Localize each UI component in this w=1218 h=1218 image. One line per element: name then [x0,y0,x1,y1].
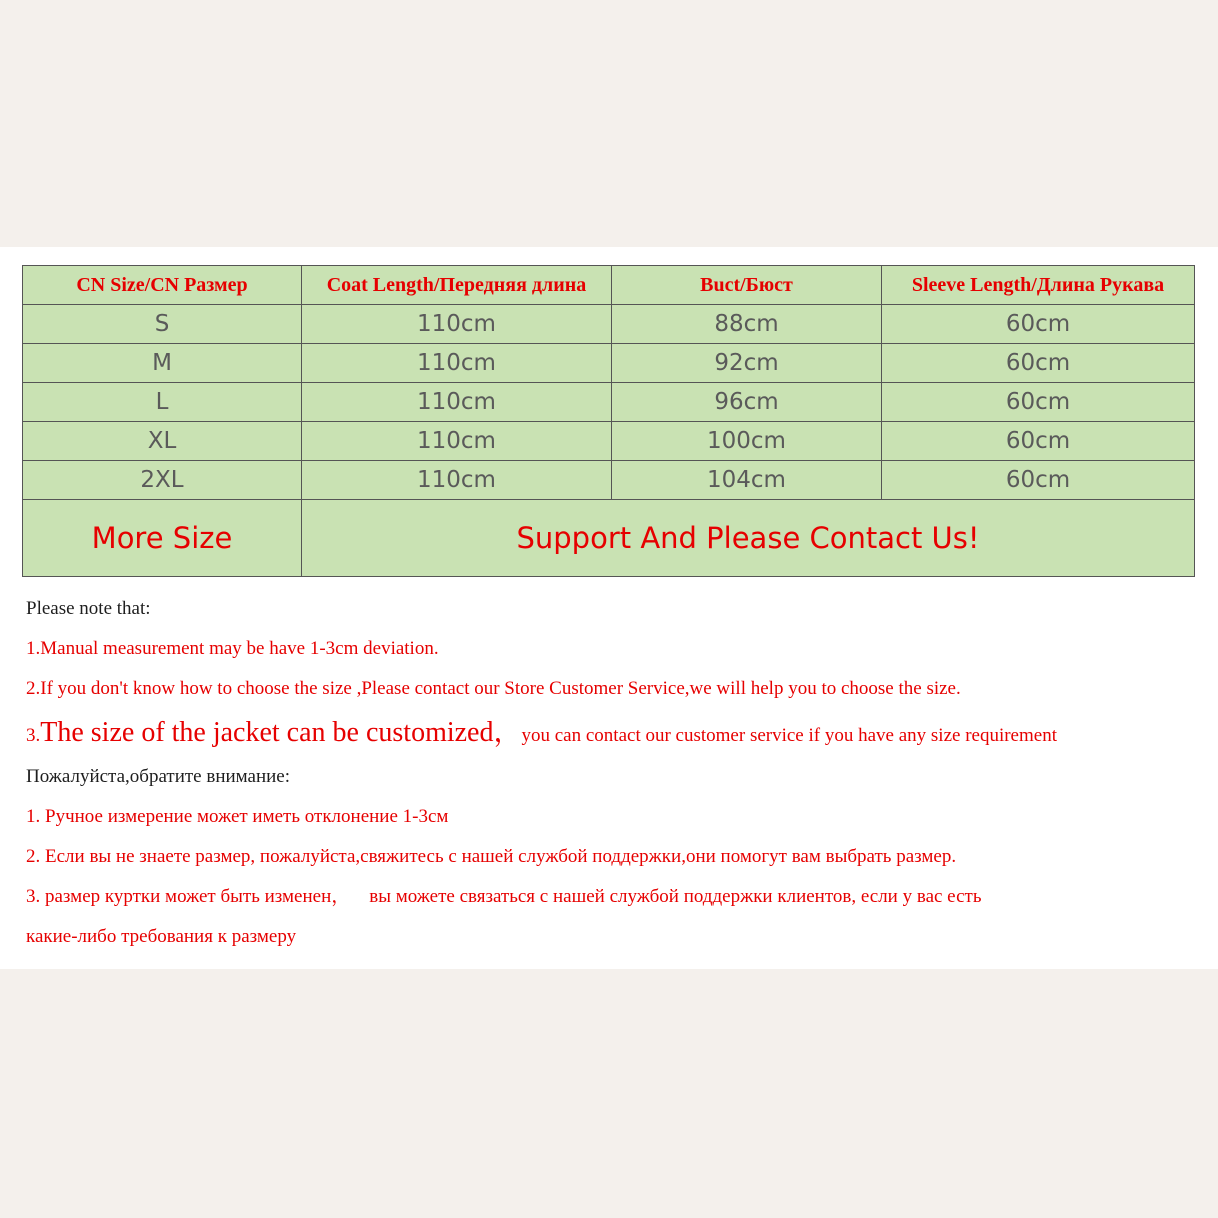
note-item-3-number: 3. [26,725,41,746]
contact-us-cell: Support And Please Contact Us! [302,500,1195,577]
note-item-1-en: 1.Manual measurement may be have 1-3cm deviation. [26,638,439,659]
cell-size: XL [23,422,302,461]
note-item-3-ru-continued: какие-либо требования к размеру [26,926,297,947]
cell-size: S [23,305,302,344]
cell-sleeve-length: 60cm [882,344,1195,383]
cell-bust: 92cm [612,344,882,383]
note-item-3-en [26,709,1206,757]
note-item-3-detail: you can contact our customer service if you have any size requirement [521,725,1057,746]
size-table [22,265,1195,577]
table-row [23,461,1195,500]
header-sleeve-length: Sleeve Length/Длина Рукава [882,266,1195,305]
table-row [23,422,1195,461]
cell-sleeve-length: 60cm [882,305,1195,344]
table-row [23,305,1195,344]
cell-coat-length: 110cm [302,344,612,383]
note-item-2-ru: 2. Если вы не знаете размер, пожалуйста,свяжитесь с нашей службой поддержки,они помогут вам выбрать размер. [26,846,957,867]
note-item-3-ru: 3. размер куртки может быть изменен， вы можете связаться с нашей службой поддержки клиентов, если у вас есть [26,886,982,907]
table-row [23,344,1195,383]
cell-coat-length: 110cm [302,383,612,422]
cell-size: M [23,344,302,383]
cell-sleeve-length: 60cm [882,461,1195,500]
notes-intro-ru: Пожалуйста,обратите внимание: [26,766,291,787]
cell-sleeve-length: 60cm [882,383,1195,422]
cell-coat-length: 110cm [302,461,612,500]
cell-sleeve-length: 60cm [882,422,1195,461]
table-row [23,383,1195,422]
header-coat-length: Coat Length/Передняя длина [302,266,612,305]
cell-size: L [23,383,302,422]
note-item-3-headline: The size of the jacket can be customized， [40,717,522,748]
more-size-cell: More Size [23,500,302,577]
cell-size: 2XL [23,461,302,500]
note-item-2-en: 2.If you don't know how to choose the size ,Please contact our Store Customer Service,we will help you to choose the size. [26,678,961,699]
cell-bust: 88cm [612,305,882,344]
cell-bust: 96cm [612,383,882,422]
note-item-1-ru: 1. Ручное измерение может иметь отклонение 1-3см [26,806,449,827]
notes-intro-en: Please note that: [26,598,151,619]
cell-coat-length: 110cm [302,422,612,461]
header-size: CN Size/CN Размер [23,266,302,305]
table-footer-row [23,500,1195,577]
header-bust: Buct/Бюст [612,266,882,305]
cell-bust: 104cm [612,461,882,500]
table-header-row [23,266,1195,305]
cell-coat-length: 110cm [302,305,612,344]
cell-bust: 100cm [612,422,882,461]
size-notes [26,589,1206,957]
size-chart-panel [0,247,1218,969]
